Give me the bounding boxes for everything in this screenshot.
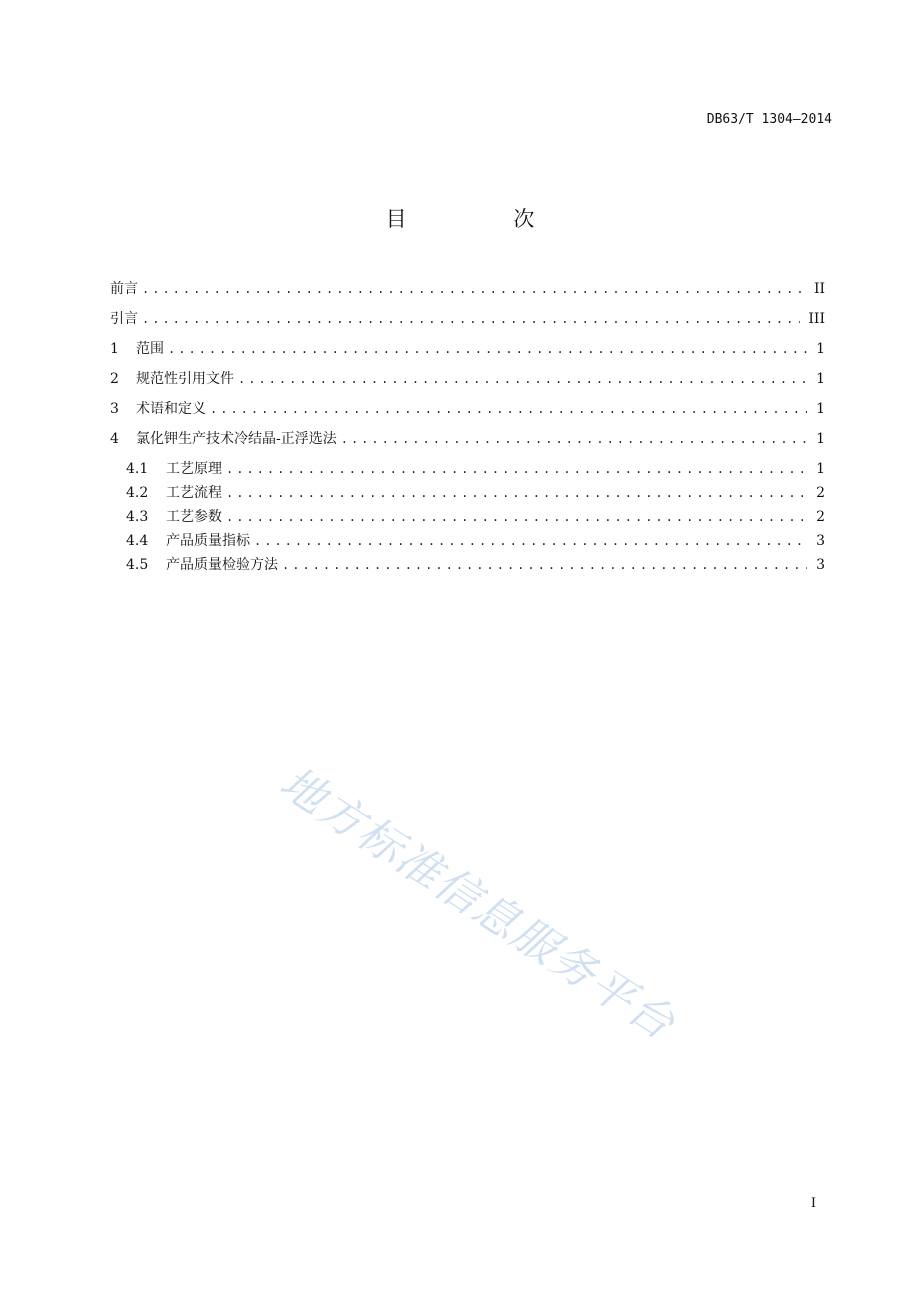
toc-entry-number: 1 bbox=[110, 341, 119, 357]
toc-entry-label: 产品质量指标 bbox=[166, 533, 250, 549]
toc-entry-page: 1 bbox=[816, 371, 825, 387]
toc-entry-label: 规范性引用文件 bbox=[136, 371, 234, 387]
toc-entry-page: 3 bbox=[816, 533, 825, 549]
standard-code: DB63/T 1304—2014 bbox=[706, 112, 832, 127]
toc-entry-page: 1 bbox=[816, 401, 825, 417]
dot-leader bbox=[142, 282, 806, 296]
watermark: 地方标准信息服务平台 bbox=[270, 757, 685, 1051]
toc-entry[interactable] bbox=[110, 458, 825, 482]
toc-entry-label: 工艺原理 bbox=[166, 461, 222, 477]
toc-entry[interactable] bbox=[110, 308, 825, 338]
toc-entry-page: 3 bbox=[816, 557, 825, 573]
dot-leader bbox=[226, 462, 807, 476]
toc-entry-page: 1 bbox=[816, 341, 825, 357]
toc-entry[interactable] bbox=[110, 278, 825, 308]
dot-leader bbox=[210, 402, 807, 416]
toc-entry-number: 4.3 bbox=[126, 509, 149, 525]
dot-leader bbox=[168, 342, 807, 356]
page-title: 目 次 bbox=[385, 207, 585, 231]
dot-leader bbox=[254, 534, 807, 548]
table-of-contents bbox=[110, 278, 825, 578]
toc-entry-label: 氯化钾生产技术冷结晶-正浮选法 bbox=[136, 431, 337, 447]
toc-entry-label: 产品质量检验方法 bbox=[166, 557, 278, 573]
dot-leader bbox=[142, 312, 800, 326]
toc-entry-number: 4.1 bbox=[126, 461, 149, 477]
page-number: I bbox=[810, 1196, 816, 1211]
toc-entry[interactable] bbox=[110, 530, 825, 554]
toc-entry-number: 4.5 bbox=[126, 557, 149, 573]
toc-entry-label: 工艺流程 bbox=[166, 485, 222, 501]
dot-leader bbox=[226, 486, 807, 500]
dot-leader bbox=[341, 432, 807, 446]
dot-leader bbox=[238, 372, 807, 386]
toc-entry-label: 工艺参数 bbox=[166, 509, 222, 525]
toc-entry-number: 4.2 bbox=[126, 485, 149, 501]
toc-entry-label: 术语和定义 bbox=[136, 401, 206, 417]
toc-entry-page: 2 bbox=[816, 509, 825, 525]
toc-entry-label: 范围 bbox=[136, 341, 164, 357]
toc-entry[interactable] bbox=[110, 338, 825, 368]
toc-entry-number: 2 bbox=[110, 371, 119, 387]
toc-entry[interactable] bbox=[110, 368, 825, 398]
toc-entry[interactable] bbox=[110, 506, 825, 530]
toc-entry-label: 前言 bbox=[110, 281, 138, 297]
toc-entry[interactable] bbox=[110, 398, 825, 428]
toc-entry-number: 4 bbox=[110, 431, 119, 447]
toc-entry[interactable] bbox=[110, 428, 825, 458]
toc-entry[interactable] bbox=[110, 482, 825, 506]
toc-entry-page: 1 bbox=[816, 431, 825, 447]
toc-entry-number: 4.4 bbox=[126, 533, 149, 549]
toc-entry-page: 2 bbox=[816, 485, 825, 501]
dot-leader bbox=[226, 510, 807, 524]
toc-entry-page: III bbox=[808, 311, 825, 327]
toc-entry-label: 引言 bbox=[110, 311, 138, 327]
dot-leader bbox=[282, 558, 807, 572]
toc-entry[interactable] bbox=[110, 554, 825, 578]
toc-entry-page: 1 bbox=[816, 461, 825, 477]
toc-entry-page: II bbox=[813, 281, 825, 297]
toc-entry-number: 3 bbox=[110, 401, 119, 417]
